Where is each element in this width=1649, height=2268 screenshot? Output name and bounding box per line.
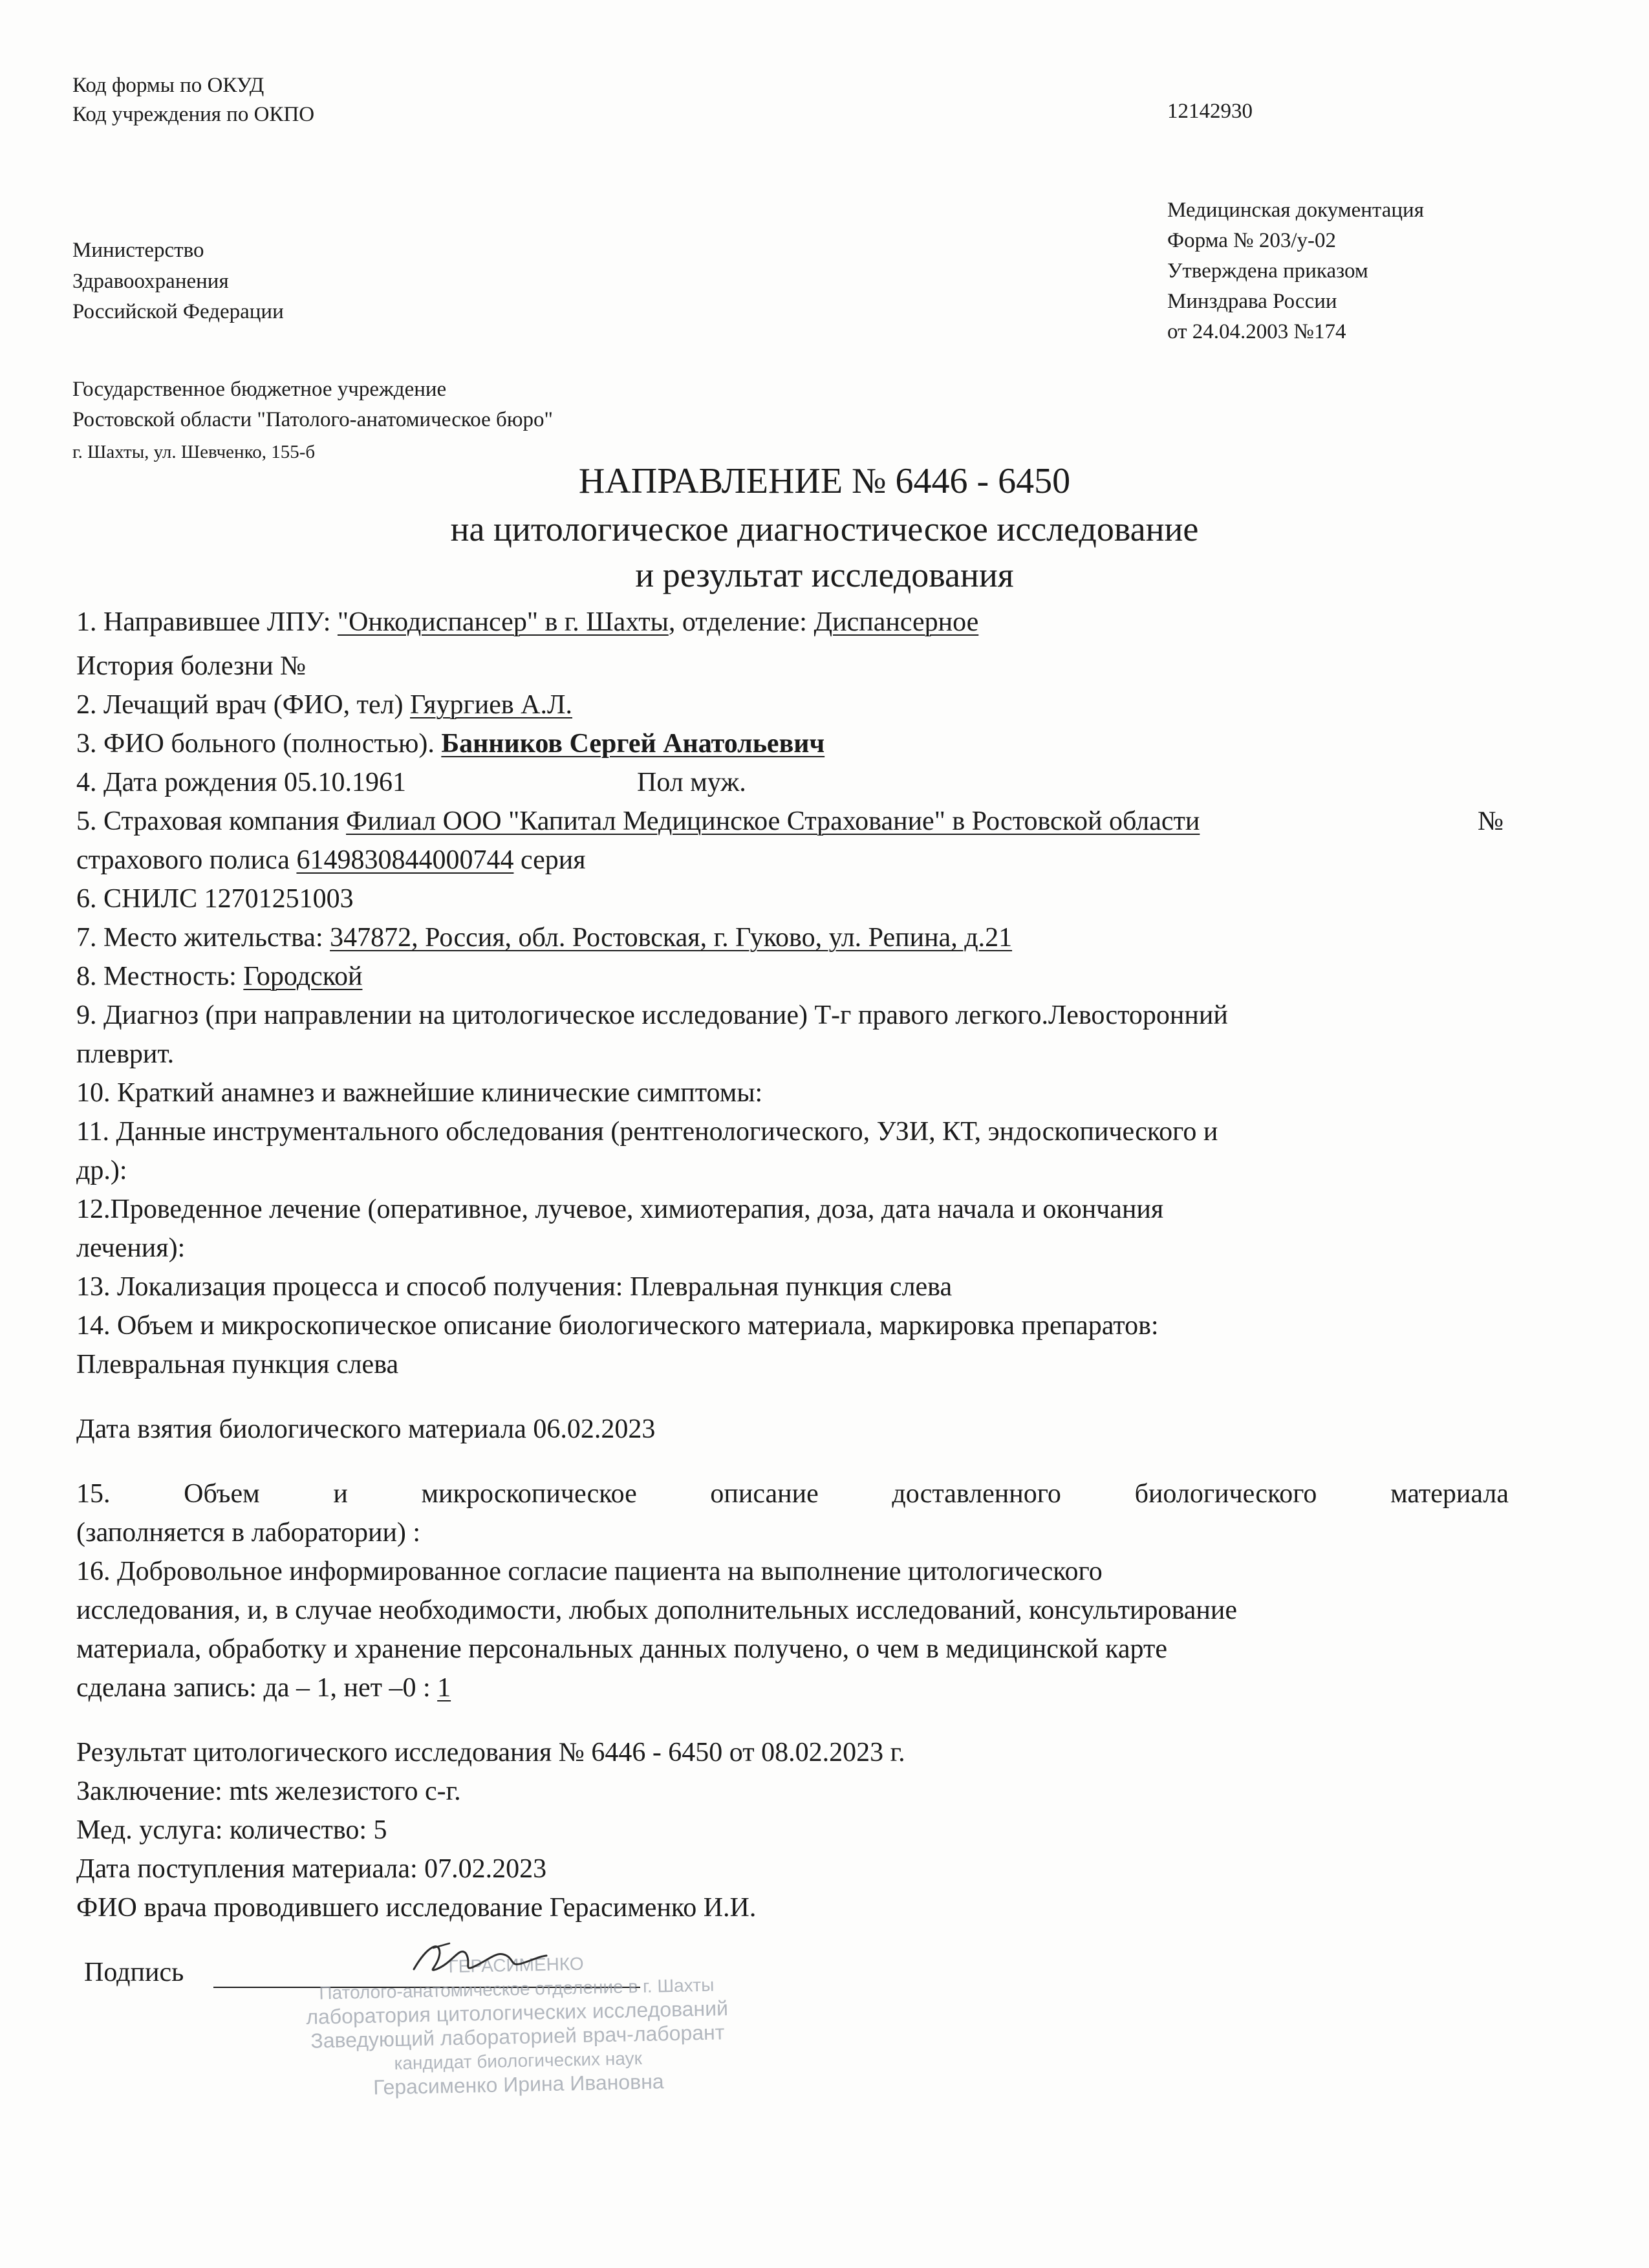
- field-sex: Пол муж.: [637, 768, 746, 797]
- handwritten-signature: [401, 1934, 556, 1992]
- signature-label: Подпись: [84, 1958, 184, 1987]
- field-lab-description-cont: (заполняется в лаборатории) :: [76, 1518, 421, 1548]
- field-material-description-cont: Плевральная пункция слева: [76, 1350, 399, 1379]
- field-policy-number-sign: №: [1478, 806, 1504, 836]
- institution-address: г. Шахты, ул. Шевченко, 155-б: [72, 442, 316, 462]
- institution-line: Ростовской области "Патолого-анатомическое бюро": [72, 408, 553, 431]
- med-doc-line: Форма № 203/у-02: [1167, 229, 1337, 252]
- field-treatment: 12.Проведенное лечение (оперативное, лучевое, химиотерапия, доза, дата начала и окончания: [76, 1194, 1164, 1224]
- field-attending-doctor: 2. Лечащий врач (ФИО, тел) Гяургиев А.Л.: [76, 690, 572, 720]
- med-doc-line: Медицинская документация: [1167, 199, 1424, 222]
- med-doc-line: Минздрава России: [1167, 290, 1337, 313]
- field-sample-date: Дата взятия биологического материала 06.02.2023: [76, 1414, 656, 1444]
- document-title: НАПРАВЛЕНИЕ № 6446 - 6450: [578, 461, 1071, 501]
- field-material-description: 14. Объем и микроскопическое описание биологического материала, маркировка препаратов:: [76, 1311, 1159, 1341]
- stamp-line: лаборатория цитологических исследований: [305, 1996, 729, 2029]
- field-insurance: 5. Страховая компания Филиал ООО "Капитал Медицинское Страхование" в Ростовской области: [76, 806, 1200, 836]
- stamp-line: Патолого-анатомическое отделение в г. Шахты: [319, 1974, 715, 2003]
- field-consent-answer: сделана запись: да – 1, нет –0 : 1: [76, 1673, 451, 1703]
- field-residence: 7. Место жительства: 347872, Россия, обл. Ростовская, г. Гуково, ул. Репина, д.21: [76, 923, 1013, 953]
- field-treatment-cont: лечения):: [76, 1233, 186, 1263]
- field-snils: 6. СНИЛС 12701251003: [76, 884, 354, 914]
- field-diagnosis-cont: плеврит.: [76, 1039, 175, 1069]
- field-consent-cont: материала, обработку и хранение персональных данных получено, о чем в медицинской карте: [76, 1634, 1167, 1664]
- field-localization: 13. Локализация процесса и способ получения: Плевральная пункция слева: [76, 1272, 953, 1302]
- stamp-line: кандидат биологических наук: [394, 2047, 643, 2073]
- result-service-count: Мед. услуга: количество: 5: [76, 1815, 387, 1845]
- institution-line: Государственное бюджетное учреждение: [72, 378, 447, 401]
- stamp-line: Герасименко Ирина Ивановна: [372, 2069, 664, 2099]
- field-locality: 8. Местность: Городской: [76, 962, 363, 991]
- field-referring-clinic: 1. Направившее ЛПУ: "Онкодиспансер" в г. Шахты, отделение: Диспансерное: [76, 607, 979, 637]
- field-consent-cont: исследования, и, в случае необходимости, любых дополнительных исследований, консультирование: [76, 1595, 1238, 1625]
- field-patient-name: 3. ФИО больного (полностью). Банников Сергей Анатольевич: [76, 729, 825, 759]
- stamp-line: ГЕРАСИМЕНКО: [448, 1953, 584, 1977]
- ministry-line: Здравоохранения: [72, 270, 229, 293]
- document-subtitle: и результат исследования: [635, 556, 1014, 594]
- med-doc-line: от 24.04.2003 №174: [1167, 320, 1346, 343]
- stamp-line: Заведующий лабораторией врач-лаборант: [310, 2020, 725, 2053]
- result-receipt-date: Дата поступления материала: 07.02.2023: [76, 1854, 547, 1884]
- field-diagnosis: 9. Диагноз (при направлении на цитологическое исследование) Т-г правого легкого.Левосторонний: [76, 1000, 1228, 1030]
- ministry-line: Российской Федерации: [72, 300, 284, 323]
- okud-label: Код формы по ОКУД: [72, 74, 264, 97]
- okpo-label: Код учреждения по ОКПО: [72, 103, 315, 126]
- field-instrumental-data: 11. Данные инструментального обследования (рентгенологического, УЗИ, КТ, эндоскопического и: [76, 1117, 1218, 1147]
- ministry-line: Министерство: [72, 239, 204, 262]
- result-header: Результат цитологического исследования № 6446 - 6450 от 08.02.2023 г.: [76, 1738, 905, 1767]
- field-anamnesis: 10. Краткий анамнез и важнейшие клинические симптомы:: [76, 1078, 763, 1108]
- result-conclusion: Заключение: mts железистого с-г.: [76, 1777, 461, 1806]
- document-subtitle: на цитологическое диагностическое исследование: [450, 510, 1199, 548]
- med-doc-line: Утверждена приказом: [1167, 259, 1368, 283]
- field-case-history: История болезни №: [76, 651, 307, 681]
- field-consent: 16. Добровольное информированное согласие пациента на выполнение цитологического: [76, 1557, 1103, 1586]
- field-policy-number: страхового полиса 6149830844000744 серия: [76, 845, 586, 875]
- field-lab-description: 15. Объем и микроскопическое описание доставленного биологического материала: [76, 1479, 1509, 1509]
- okpo-value: 12142930: [1167, 100, 1253, 123]
- field-instrumental-data-cont: др.):: [76, 1156, 127, 1185]
- result-doctor: ФИО врача проводившего исследование Герасименко И.И.: [76, 1893, 757, 1923]
- field-birth-date: 4. Дата рождения 05.10.1961: [76, 768, 406, 797]
